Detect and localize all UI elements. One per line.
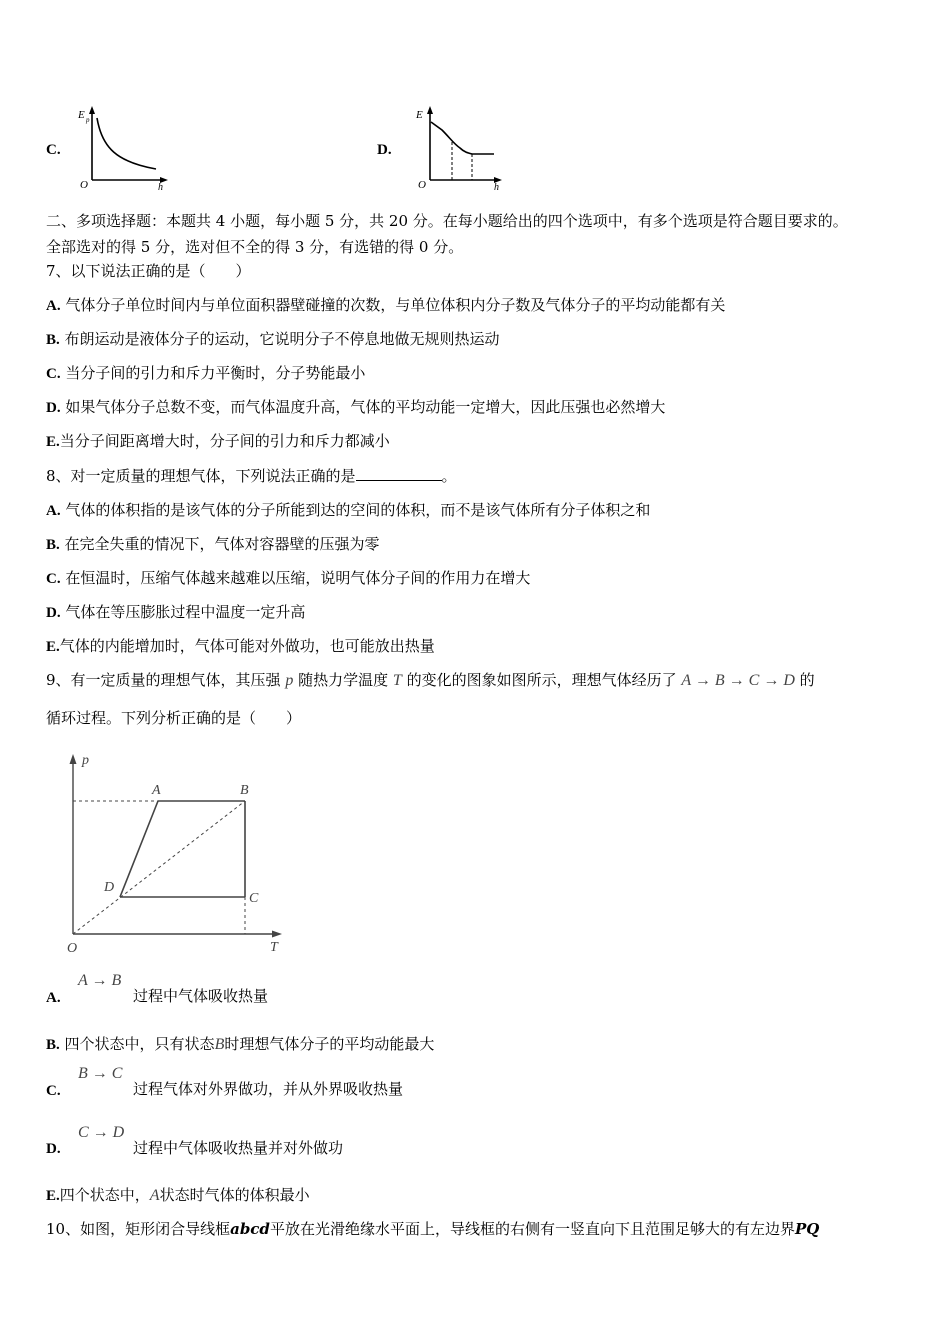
- q8-stem-end: 。: [441, 467, 457, 485]
- q10-boundary: PQ: [794, 1220, 820, 1238]
- q7-option-c: [46, 363, 365, 384]
- q8-option-a: [46, 500, 650, 521]
- q7-e-letter: E.: [46, 434, 60, 450]
- section2-line2: 全部选对的得 5 分，选对但不全的得 3 分，有选错的得 0 分。: [46, 238, 464, 256]
- graph-d-y-arrow: [427, 106, 433, 114]
- q9-c-letter: C.: [46, 1083, 61, 1099]
- q9-d-letter: D.: [46, 1141, 61, 1157]
- q8-d-text: 气体在等压膨胀过程中温度一定升高: [65, 603, 306, 621]
- graph-d: [410, 100, 520, 192]
- option-d-label: D.: [377, 142, 392, 158]
- q8-a-letter: A.: [46, 503, 61, 519]
- q9-b-math: B: [214, 1036, 225, 1053]
- q7-c-text: 当分子间的引力和斥力平衡时，分子势能最小: [65, 364, 366, 382]
- q9-cycle: A → B → C → D: [681, 672, 795, 689]
- q9-a-math: A → B: [78, 972, 122, 989]
- q10-frame: abcd: [230, 1220, 270, 1238]
- q9-stem-d: 的: [799, 671, 815, 689]
- q7-b-text: 布朗运动是液体分子的运动，它说明分子不停息地做无规则热运动: [64, 330, 500, 348]
- pt-y-label: p: [82, 753, 89, 768]
- q8-a-text: 气体的体积指的是该气体的分子所能到达的空间的体积，而不是该气体所有分子体积之和: [65, 501, 651, 519]
- graph-d-x-label: h: [494, 182, 499, 192]
- graph-c-y-sub: p: [86, 116, 90, 124]
- q7-a-text: 气体分子单位时间内与单位面积器壁碰撞的次数，与单位体积内分子数及气体分子的平均动能都有关: [65, 296, 726, 314]
- q9-sym-t: T: [392, 672, 402, 689]
- q8-d-letter: D.: [46, 605, 61, 621]
- pt-x-arrow: [272, 931, 282, 938]
- graph-c-y-arrow: [89, 106, 95, 114]
- q7-d-letter: D.: [46, 400, 61, 416]
- q9-a-text: 过程中气体吸收热量: [133, 987, 269, 1005]
- q9-b-letter: B.: [46, 1037, 60, 1053]
- q9-e-text-b: 状态时气体的体积最小: [159, 1186, 310, 1204]
- q8-b-text: 在完全失重的情况下，气体对容器壁的压强为零: [64, 535, 380, 553]
- q9-b-text-b: 时理想气体分子的平均动能最大: [224, 1035, 435, 1053]
- q7-stem: 7、以下说法正确的是（ ）: [46, 262, 251, 280]
- graph-d-y-label: E: [416, 109, 423, 121]
- q9-stem-line2: 循环过程。下列分析正确的是（ ）: [46, 709, 302, 727]
- graph-d-curve: [431, 122, 494, 154]
- q10-stem-b: 平放在光滑绝缘水平面上，导线框的右侧有一竖直向下且范围足够大的有左边界: [269, 1220, 795, 1238]
- q7-c-letter: C.: [46, 366, 61, 382]
- q8-b-letter: B.: [46, 537, 60, 553]
- q7-d-text: 如果气体分子总数不变，而气体温度升高，气体的平均动能一定增大，因此压强也必然增大: [65, 398, 666, 416]
- graph-c-origin: O: [80, 179, 88, 191]
- q7-e-text: 当分子间距离增大时，分子间的引力和斥力都减小: [59, 432, 390, 450]
- graph-c-y-label: E: [78, 109, 85, 121]
- q9-e-math: A: [149, 1187, 160, 1204]
- q8-e-letter: E.: [46, 639, 60, 655]
- pt-x-label: T: [270, 940, 278, 955]
- q9-d-math: C → D: [78, 1124, 125, 1141]
- pt-line-da: [120, 801, 158, 897]
- q9-pt-diagram: [52, 748, 302, 960]
- q8-option-b: [46, 534, 380, 555]
- pt-point-b: B: [240, 783, 249, 798]
- q9-option-b: [46, 1034, 434, 1055]
- q7-option-a: [46, 295, 725, 316]
- q9-c-text: 过程气体对外界做功，并从外界吸收热量: [133, 1080, 404, 1098]
- q8-c-text: 在恒温时，压缩气体越来越难以压缩，说明气体分子间的作用力在增大: [65, 569, 531, 587]
- q9-stem-c: 的变化的图象如图所示，理想气体经历了: [406, 671, 677, 689]
- graph-d-origin: O: [418, 179, 426, 191]
- q7-a-letter: A.: [46, 298, 61, 314]
- q8-option-c: [46, 568, 530, 589]
- q8-stem: [46, 466, 457, 486]
- q9-d-text: 过程中气体吸收热量并对外做功: [133, 1139, 344, 1157]
- pt-point-a: A: [152, 783, 161, 798]
- pt-point-d: D: [104, 880, 115, 895]
- q7-option-e: [46, 431, 390, 452]
- q8-answer-blank: [356, 466, 442, 481]
- q9-stem-a: 9、有一定质量的理想气体，其压强: [46, 671, 281, 689]
- q9-stem-line1: [46, 670, 815, 691]
- q8-option-d: [46, 602, 305, 623]
- q9-e-text-a: 四个状态中，: [59, 1186, 150, 1204]
- graph-c-x-label: h: [158, 182, 163, 192]
- option-c-label: C.: [46, 142, 61, 158]
- q10-stem: [46, 1219, 819, 1239]
- pt-dash-ob: [73, 801, 245, 934]
- q8-option-e: [46, 636, 435, 657]
- q9-b-text-a: 四个状态中，只有状态: [64, 1035, 215, 1053]
- q8-stem-text: 8、对一定质量的理想气体，下列说法正确的是: [46, 467, 356, 485]
- pt-origin: O: [67, 941, 78, 956]
- q7-b-letter: B.: [46, 332, 60, 348]
- q9-e-letter: E.: [46, 1188, 60, 1204]
- q8-c-letter: C.: [46, 571, 61, 587]
- q8-e-text: 气体的内能增加时，气体可能对外做功，也可能放出热量: [59, 637, 435, 655]
- q9-stem-b: 随热力学温度: [298, 671, 389, 689]
- q7-option-d: [46, 397, 665, 418]
- pt-point-c: C: [249, 891, 259, 906]
- graph-c-curve: [97, 118, 156, 169]
- q7-option-b: [46, 329, 500, 350]
- q9-option-e: [46, 1185, 310, 1206]
- q9-a-letter: A.: [46, 990, 61, 1006]
- graph-c: [72, 100, 182, 192]
- q10-stem-a: 10、如图，矩形闭合导线框: [46, 1220, 231, 1238]
- q9-c-math: B → C: [78, 1065, 123, 1082]
- pt-y-arrow: [70, 754, 77, 764]
- section2-line1: 二、多项选择题：本题共 4 小题，每小题 5 分，共 20 分。在每小题给出的四个选项中，有多个选项是符合题目要求的。: [46, 212, 848, 230]
- q9-sym-p: p: [285, 672, 294, 689]
